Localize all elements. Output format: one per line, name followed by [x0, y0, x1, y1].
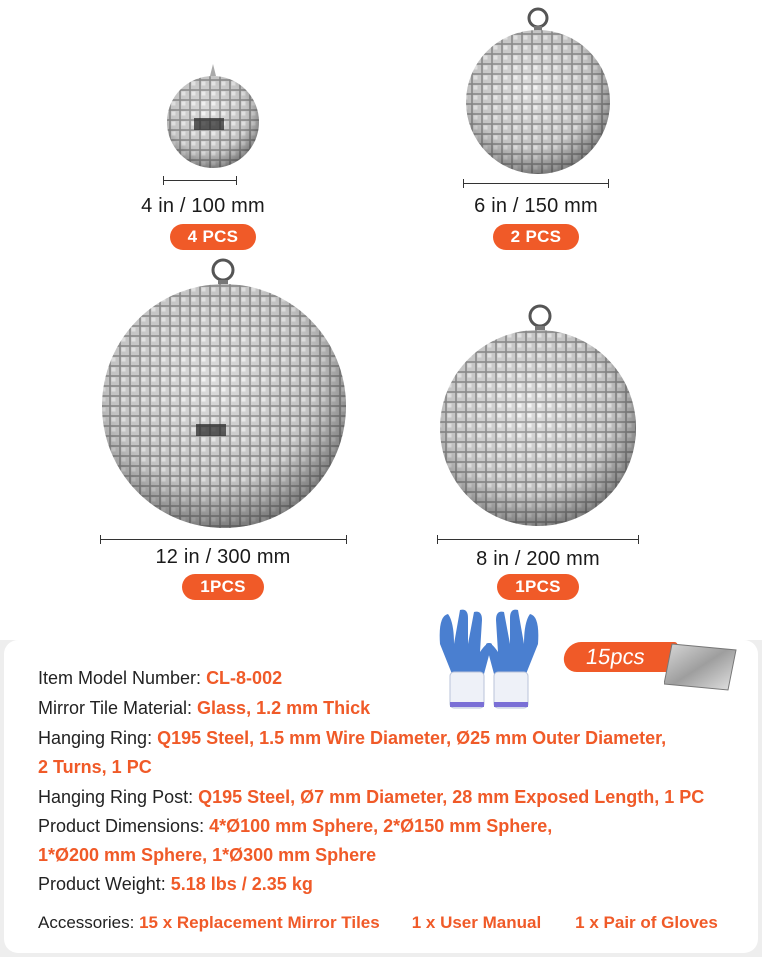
qty-badge-12in: 1PCS [182, 574, 264, 600]
spec-ring-post [38, 787, 704, 808]
spec-label: Hanging Ring Post: [38, 787, 199, 807]
size-label-12in: 12 in / 300 mm [155, 546, 291, 568]
spec-tile-material [38, 698, 370, 719]
spec-dimensions [38, 816, 552, 837]
spec-value: 5.18 lbs / 2.35 kg [170, 874, 313, 894]
disco-ball-icon [100, 256, 350, 530]
dimension-line [163, 180, 237, 181]
spec-card [4, 640, 758, 953]
spec-value: 4*Ø100 mm Sphere, 2*Ø150 mm Sphere, [209, 816, 553, 836]
size-label-8in: 8 in / 200 mm [476, 548, 600, 570]
accessory-item: 1 x Pair of Gloves [575, 913, 718, 932]
accessory-item: 1 x User Manual [411, 913, 542, 932]
spec-label: Product Dimensions: [38, 816, 210, 836]
size-label-4in: 4 in / 100 mm [141, 195, 265, 217]
spec-value: 2 Turns, 1 PC [38, 757, 152, 777]
spec-label: Item Model Number: [38, 668, 207, 688]
gloves-icon [432, 604, 552, 710]
spec-hanging-ring-cont [38, 757, 152, 778]
tiles-qty-badge: 15pcs [562, 642, 678, 672]
dimension-line [100, 539, 347, 540]
mirror-tile-icon [664, 640, 738, 692]
accessory-item: 15 x Replacement Mirror Tiles [139, 913, 380, 932]
spec-dimensions-cont [38, 845, 376, 866]
disco-ball-icon [160, 60, 266, 170]
spec-label: Mirror Tile Material: [38, 698, 198, 718]
qty-badge-4in: 4 PCS [170, 224, 256, 250]
spec-value: Q195 Steel, Ø7 mm Diameter, 28 mm Exposed Length, 1 PC [198, 787, 705, 807]
accessories-label: Accessories: [38, 913, 140, 932]
spec-label: Hanging Ring: [38, 728, 158, 748]
dimension-line [437, 539, 639, 540]
spec-value: Q195 Steel, 1.5 mm Wire Diameter, Ø25 mm Outer Diameter, [157, 728, 667, 748]
disco-ball-icon [462, 4, 614, 176]
spec-label: Product Weight: [38, 874, 171, 894]
spec-value: CL-8-002 [206, 668, 283, 688]
spec-hanging-ring [38, 728, 666, 749]
size-label-6in: 6 in / 150 mm [474, 195, 598, 217]
spec-weight [38, 874, 313, 895]
spec-value: 1*Ø200 mm Sphere, 1*Ø300 mm Sphere [38, 845, 377, 865]
spec-value: Glass, 1.2 mm Thick [197, 698, 371, 718]
qty-badge-6in: 2 PCS [493, 224, 579, 250]
spec-model-number [38, 668, 282, 689]
disco-ball-icon [436, 302, 640, 528]
dimension-line [463, 183, 609, 184]
qty-badge-8in: 1PCS [497, 574, 579, 600]
accessories-line [38, 913, 718, 933]
